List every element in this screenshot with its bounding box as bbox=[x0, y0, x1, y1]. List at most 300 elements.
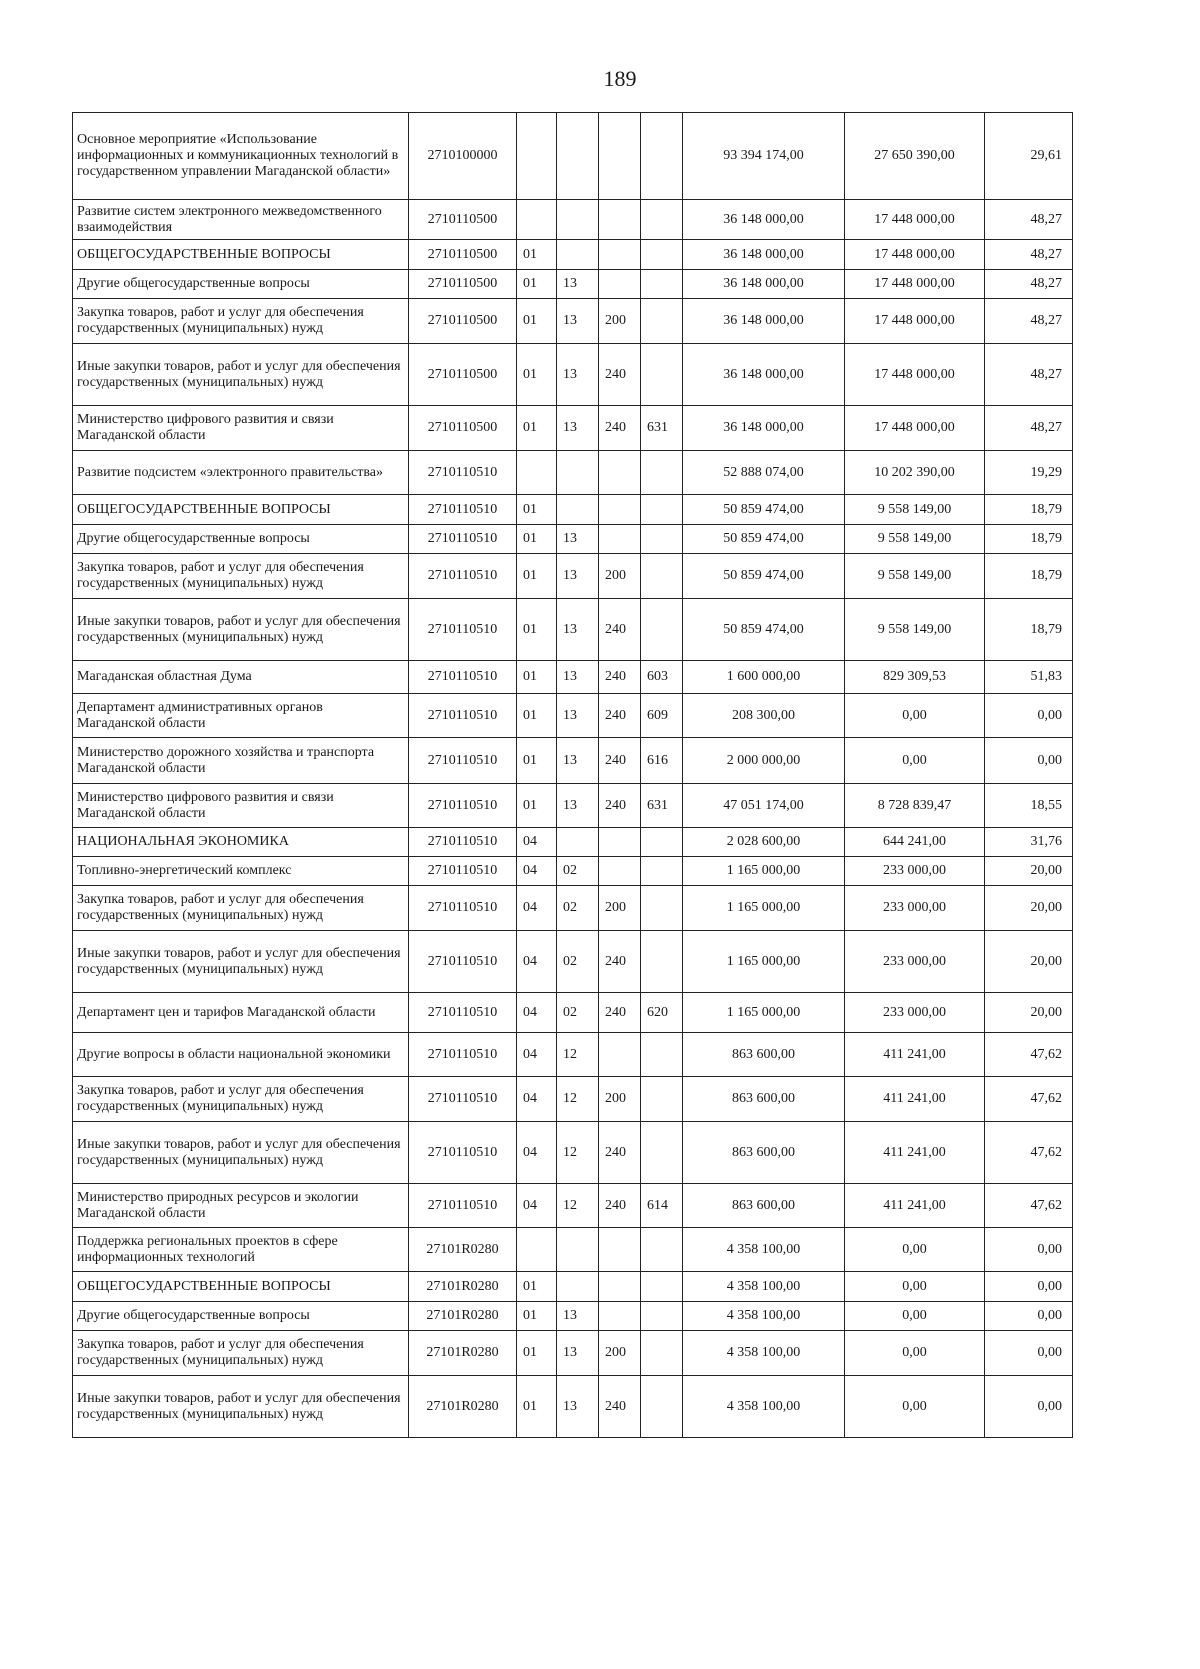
administrator-code bbox=[641, 828, 683, 857]
executed-amount: 0,00 bbox=[845, 1302, 985, 1331]
row-name: Закупка товаров, работ и услуг для обеспечения государственных (муниципальных) нужд bbox=[73, 886, 409, 931]
target-code: 2710110510 bbox=[409, 451, 517, 495]
section-code: 01 bbox=[517, 1302, 557, 1331]
row-name: НАЦИОНАЛЬНАЯ ЭКОНОМИКА bbox=[73, 828, 409, 857]
row-name: Иные закупки товаров, работ и услуг для обеспечения государственных (муниципальных) нужд bbox=[73, 344, 409, 406]
planned-amount: 863 600,00 bbox=[683, 1184, 845, 1228]
planned-amount: 47 051 174,00 bbox=[683, 784, 845, 828]
expense-type-code bbox=[599, 1228, 641, 1272]
planned-amount: 4 358 100,00 bbox=[683, 1272, 845, 1302]
executed-amount: 9 558 149,00 bbox=[845, 554, 985, 599]
subsection-code: 13 bbox=[557, 694, 599, 738]
subsection-code bbox=[557, 451, 599, 495]
subsection-code: 13 bbox=[557, 344, 599, 406]
subsection-code bbox=[557, 113, 599, 200]
target-code: 2710110510 bbox=[409, 857, 517, 886]
section-code: 04 bbox=[517, 1122, 557, 1184]
section-code bbox=[517, 200, 557, 240]
administrator-code bbox=[641, 451, 683, 495]
executed-amount: 829 309,53 bbox=[845, 661, 985, 694]
executed-amount: 17 448 000,00 bbox=[845, 270, 985, 299]
section-code: 01 bbox=[517, 661, 557, 694]
section-code: 01 bbox=[517, 270, 557, 299]
administrator-code bbox=[641, 1302, 683, 1331]
expense-type-code: 240 bbox=[599, 599, 641, 661]
expense-type-code: 240 bbox=[599, 993, 641, 1033]
table-row bbox=[73, 1184, 1073, 1228]
section-code bbox=[517, 113, 557, 200]
target-code: 2710110510 bbox=[409, 1184, 517, 1228]
subsection-code bbox=[557, 495, 599, 525]
subsection-code bbox=[557, 828, 599, 857]
table-row bbox=[73, 1122, 1073, 1184]
subsection-code: 13 bbox=[557, 554, 599, 599]
expense-type-code: 240 bbox=[599, 694, 641, 738]
row-name: Другие общегосударственные вопросы bbox=[73, 525, 409, 554]
table-row bbox=[73, 738, 1073, 784]
subsection-code bbox=[557, 1272, 599, 1302]
row-name: Закупка товаров, работ и услуг для обеспечения государственных (муниципальных) нужд bbox=[73, 554, 409, 599]
subsection-code: 12 bbox=[557, 1077, 599, 1122]
target-code: 2710110500 bbox=[409, 344, 517, 406]
target-code: 2710110500 bbox=[409, 299, 517, 344]
table-row bbox=[73, 1331, 1073, 1376]
executed-amount: 233 000,00 bbox=[845, 857, 985, 886]
section-code: 01 bbox=[517, 599, 557, 661]
table-row bbox=[73, 1302, 1073, 1331]
execution-percent: 31,76 bbox=[985, 828, 1073, 857]
expense-type-code: 240 bbox=[599, 1122, 641, 1184]
target-code: 2710110500 bbox=[409, 240, 517, 270]
row-name: Иные закупки товаров, работ и услуг для обеспечения государственных (муниципальных) нужд bbox=[73, 931, 409, 993]
planned-amount: 50 859 474,00 bbox=[683, 554, 845, 599]
executed-amount: 10 202 390,00 bbox=[845, 451, 985, 495]
execution-percent: 48,27 bbox=[985, 344, 1073, 406]
table-row bbox=[73, 694, 1073, 738]
row-name: Иные закупки товаров, работ и услуг для обеспечения государственных (муниципальных) нужд bbox=[73, 599, 409, 661]
administrator-code bbox=[641, 1033, 683, 1077]
section-code: 01 bbox=[517, 554, 557, 599]
table-row bbox=[73, 828, 1073, 857]
execution-percent: 18,55 bbox=[985, 784, 1073, 828]
section-code: 01 bbox=[517, 299, 557, 344]
executed-amount: 0,00 bbox=[845, 694, 985, 738]
subsection-code: 12 bbox=[557, 1033, 599, 1077]
table-row bbox=[73, 1228, 1073, 1272]
target-code: 2710110510 bbox=[409, 1077, 517, 1122]
administrator-code bbox=[641, 599, 683, 661]
target-code: 2710110510 bbox=[409, 1033, 517, 1077]
row-name: ОБЩЕГОСУДАРСТВЕННЫЕ ВОПРОСЫ bbox=[73, 495, 409, 525]
table-row bbox=[73, 240, 1073, 270]
planned-amount: 36 148 000,00 bbox=[683, 270, 845, 299]
execution-percent: 19,29 bbox=[985, 451, 1073, 495]
planned-amount: 36 148 000,00 bbox=[683, 344, 845, 406]
row-name: ОБЩЕГОСУДАРСТВЕННЫЕ ВОПРОСЫ bbox=[73, 240, 409, 270]
executed-amount: 9 558 149,00 bbox=[845, 599, 985, 661]
page-number: 189 bbox=[603, 66, 637, 91]
subsection-code: 13 bbox=[557, 738, 599, 784]
expense-type-code bbox=[599, 1272, 641, 1302]
execution-percent: 51,83 bbox=[985, 661, 1073, 694]
target-code: 2710110500 bbox=[409, 200, 517, 240]
expense-type-code: 240 bbox=[599, 738, 641, 784]
planned-amount: 4 358 100,00 bbox=[683, 1302, 845, 1331]
section-code: 01 bbox=[517, 784, 557, 828]
table-row bbox=[73, 554, 1073, 599]
planned-amount: 2 000 000,00 bbox=[683, 738, 845, 784]
expense-type-code: 240 bbox=[599, 931, 641, 993]
row-name: Министерство цифрового развития и связи Магаданской области bbox=[73, 784, 409, 828]
table-row bbox=[73, 993, 1073, 1033]
target-code: 2710110510 bbox=[409, 1122, 517, 1184]
section-code: 04 bbox=[517, 1184, 557, 1228]
target-code: 2710110510 bbox=[409, 738, 517, 784]
executed-amount: 411 241,00 bbox=[845, 1077, 985, 1122]
execution-percent: 0,00 bbox=[985, 1376, 1073, 1438]
section-code: 01 bbox=[517, 240, 557, 270]
execution-percent: 47,62 bbox=[985, 1077, 1073, 1122]
subsection-code: 13 bbox=[557, 661, 599, 694]
planned-amount: 36 148 000,00 bbox=[683, 240, 845, 270]
row-name: Основное мероприятие «Использование информационных и коммуникационных технологий в государственном управлении Магаданской области» bbox=[73, 113, 409, 200]
planned-amount: 36 148 000,00 bbox=[683, 200, 845, 240]
section-code: 01 bbox=[517, 1376, 557, 1438]
administrator-code bbox=[641, 1331, 683, 1376]
administrator-code bbox=[641, 240, 683, 270]
executed-amount: 0,00 bbox=[845, 1272, 985, 1302]
planned-amount: 4 358 100,00 bbox=[683, 1228, 845, 1272]
administrator-code bbox=[641, 270, 683, 299]
planned-amount: 863 600,00 bbox=[683, 1077, 845, 1122]
subsection-code: 13 bbox=[557, 525, 599, 554]
table-row bbox=[73, 299, 1073, 344]
administrator-code bbox=[641, 1122, 683, 1184]
section-code: 04 bbox=[517, 993, 557, 1033]
row-name: Иные закупки товаров, работ и услуг для обеспечения государственных (муниципальных) нужд bbox=[73, 1376, 409, 1438]
administrator-code: 631 bbox=[641, 784, 683, 828]
executed-amount: 17 448 000,00 bbox=[845, 299, 985, 344]
table-row bbox=[73, 1033, 1073, 1077]
subsection-code bbox=[557, 240, 599, 270]
subsection-code: 13 bbox=[557, 299, 599, 344]
target-code: 27101R0280 bbox=[409, 1302, 517, 1331]
planned-amount: 1 165 000,00 bbox=[683, 931, 845, 993]
administrator-code bbox=[641, 495, 683, 525]
section-code: 01 bbox=[517, 1272, 557, 1302]
target-code: 2710110510 bbox=[409, 599, 517, 661]
executed-amount: 233 000,00 bbox=[845, 993, 985, 1033]
target-code: 27101R0280 bbox=[409, 1228, 517, 1272]
row-name: Департамент цен и тарифов Магаданской области bbox=[73, 993, 409, 1033]
section-code: 01 bbox=[517, 344, 557, 406]
administrator-code bbox=[641, 857, 683, 886]
table-row bbox=[73, 1077, 1073, 1122]
expense-type-code: 240 bbox=[599, 784, 641, 828]
expense-type-code bbox=[599, 828, 641, 857]
planned-amount: 1 165 000,00 bbox=[683, 993, 845, 1033]
target-code: 2710110510 bbox=[409, 784, 517, 828]
table-row bbox=[73, 784, 1073, 828]
table-row bbox=[73, 525, 1073, 554]
planned-amount: 50 859 474,00 bbox=[683, 525, 845, 554]
executed-amount: 644 241,00 bbox=[845, 828, 985, 857]
planned-amount: 863 600,00 bbox=[683, 1033, 845, 1077]
row-name: Иные закупки товаров, работ и услуг для обеспечения государственных (муниципальных) нужд bbox=[73, 1122, 409, 1184]
expense-type-code bbox=[599, 240, 641, 270]
table-row bbox=[73, 1272, 1073, 1302]
subsection-code: 13 bbox=[557, 1331, 599, 1376]
expense-type-code bbox=[599, 270, 641, 299]
expense-type-code bbox=[599, 495, 641, 525]
execution-percent: 48,27 bbox=[985, 200, 1073, 240]
expense-type-code bbox=[599, 451, 641, 495]
execution-percent: 0,00 bbox=[985, 1228, 1073, 1272]
table-row bbox=[73, 344, 1073, 406]
subsection-code: 13 bbox=[557, 1376, 599, 1438]
planned-amount: 36 148 000,00 bbox=[683, 299, 845, 344]
administrator-code bbox=[641, 1272, 683, 1302]
subsection-code: 12 bbox=[557, 1122, 599, 1184]
subsection-code: 13 bbox=[557, 1302, 599, 1331]
target-code: 27101R0280 bbox=[409, 1376, 517, 1438]
administrator-code bbox=[641, 886, 683, 931]
execution-percent: 47,62 bbox=[985, 1033, 1073, 1077]
executed-amount: 27 650 390,00 bbox=[845, 113, 985, 200]
planned-amount: 36 148 000,00 bbox=[683, 406, 845, 451]
execution-percent: 48,27 bbox=[985, 406, 1073, 451]
table-row bbox=[73, 661, 1073, 694]
subsection-code: 02 bbox=[557, 993, 599, 1033]
execution-percent: 48,27 bbox=[985, 240, 1073, 270]
section-code: 04 bbox=[517, 857, 557, 886]
section-code: 01 bbox=[517, 1331, 557, 1376]
row-name: Министерство природных ресурсов и экологии Магаданской области bbox=[73, 1184, 409, 1228]
budget-table bbox=[72, 112, 1073, 1438]
administrator-code: 620 bbox=[641, 993, 683, 1033]
row-name: Развитие подсистем «электронного правительства» bbox=[73, 451, 409, 495]
row-name: Другие вопросы в области национальной экономики bbox=[73, 1033, 409, 1077]
administrator-code bbox=[641, 554, 683, 599]
expense-type-code: 240 bbox=[599, 344, 641, 406]
execution-percent: 18,79 bbox=[985, 495, 1073, 525]
section-code: 01 bbox=[517, 406, 557, 451]
table-row bbox=[73, 495, 1073, 525]
row-name: ОБЩЕГОСУДАРСТВЕННЫЕ ВОПРОСЫ bbox=[73, 1272, 409, 1302]
planned-amount: 1 165 000,00 bbox=[683, 857, 845, 886]
expense-type-code: 240 bbox=[599, 661, 641, 694]
executed-amount: 0,00 bbox=[845, 1331, 985, 1376]
section-code: 04 bbox=[517, 1077, 557, 1122]
expense-type-code: 240 bbox=[599, 406, 641, 451]
target-code: 2710110510 bbox=[409, 554, 517, 599]
executed-amount: 17 448 000,00 bbox=[845, 344, 985, 406]
expense-type-code: 200 bbox=[599, 299, 641, 344]
administrator-code bbox=[641, 525, 683, 554]
administrator-code: 631 bbox=[641, 406, 683, 451]
row-name: Министерство дорожного хозяйства и транспорта Магаданской области bbox=[73, 738, 409, 784]
table-row bbox=[73, 451, 1073, 495]
execution-percent: 47,62 bbox=[985, 1184, 1073, 1228]
administrator-code bbox=[641, 200, 683, 240]
table-row bbox=[73, 886, 1073, 931]
target-code: 2710110510 bbox=[409, 495, 517, 525]
section-code: 01 bbox=[517, 525, 557, 554]
expense-type-code bbox=[599, 113, 641, 200]
row-name: Магаданская областная Дума bbox=[73, 661, 409, 694]
planned-amount: 863 600,00 bbox=[683, 1122, 845, 1184]
expense-type-code: 240 bbox=[599, 1376, 641, 1438]
target-code: 2710110510 bbox=[409, 694, 517, 738]
execution-percent: 47,62 bbox=[985, 1122, 1073, 1184]
execution-percent: 20,00 bbox=[985, 886, 1073, 931]
planned-amount: 1 165 000,00 bbox=[683, 886, 845, 931]
administrator-code: 614 bbox=[641, 1184, 683, 1228]
planned-amount: 4 358 100,00 bbox=[683, 1331, 845, 1376]
target-code: 2710110500 bbox=[409, 270, 517, 299]
target-code: 2710110510 bbox=[409, 993, 517, 1033]
execution-percent: 0,00 bbox=[985, 1272, 1073, 1302]
table-row bbox=[73, 857, 1073, 886]
table-row bbox=[73, 200, 1073, 240]
planned-amount: 208 300,00 bbox=[683, 694, 845, 738]
expense-type-code bbox=[599, 200, 641, 240]
administrator-code: 616 bbox=[641, 738, 683, 784]
subsection-code: 02 bbox=[557, 857, 599, 886]
section-code: 01 bbox=[517, 738, 557, 784]
target-code: 27101R0280 bbox=[409, 1331, 517, 1376]
section-code: 01 bbox=[517, 694, 557, 738]
execution-percent: 20,00 bbox=[985, 931, 1073, 993]
executed-amount: 233 000,00 bbox=[845, 886, 985, 931]
execution-percent: 20,00 bbox=[985, 993, 1073, 1033]
administrator-code bbox=[641, 344, 683, 406]
execution-percent: 48,27 bbox=[985, 270, 1073, 299]
section-code: 01 bbox=[517, 495, 557, 525]
administrator-code bbox=[641, 1228, 683, 1272]
executed-amount: 411 241,00 bbox=[845, 1184, 985, 1228]
section-code bbox=[517, 1228, 557, 1272]
planned-amount: 1 600 000,00 bbox=[683, 661, 845, 694]
execution-percent: 18,79 bbox=[985, 525, 1073, 554]
row-name: Закупка товаров, работ и услуг для обеспечения государственных (муниципальных) нужд bbox=[73, 299, 409, 344]
planned-amount: 4 358 100,00 bbox=[683, 1376, 845, 1438]
planned-amount: 52 888 074,00 bbox=[683, 451, 845, 495]
execution-percent: 29,61 bbox=[985, 113, 1073, 200]
table-row bbox=[73, 406, 1073, 451]
section-code: 04 bbox=[517, 1033, 557, 1077]
subsection-code: 13 bbox=[557, 406, 599, 451]
execution-percent: 48,27 bbox=[985, 299, 1073, 344]
row-name: Министерство цифрового развития и связи Магаданской области bbox=[73, 406, 409, 451]
subsection-code: 12 bbox=[557, 1184, 599, 1228]
execution-percent: 18,79 bbox=[985, 599, 1073, 661]
executed-amount: 411 241,00 bbox=[845, 1122, 985, 1184]
administrator-code bbox=[641, 113, 683, 200]
execution-percent: 0,00 bbox=[985, 1331, 1073, 1376]
executed-amount: 9 558 149,00 bbox=[845, 495, 985, 525]
expense-type-code bbox=[599, 1033, 641, 1077]
target-code: 27101R0280 bbox=[409, 1272, 517, 1302]
planned-amount: 50 859 474,00 bbox=[683, 495, 845, 525]
executed-amount: 0,00 bbox=[845, 738, 985, 784]
table-row bbox=[73, 1376, 1073, 1438]
executed-amount: 17 448 000,00 bbox=[845, 406, 985, 451]
executed-amount: 8 728 839,47 bbox=[845, 784, 985, 828]
row-name: Топливно-энергетический комплекс bbox=[73, 857, 409, 886]
execution-percent: 20,00 bbox=[985, 857, 1073, 886]
administrator-code bbox=[641, 1077, 683, 1122]
planned-amount: 2 028 600,00 bbox=[683, 828, 845, 857]
row-name: Департамент административных органов Магаданской области bbox=[73, 694, 409, 738]
subsection-code: 02 bbox=[557, 886, 599, 931]
administrator-code bbox=[641, 931, 683, 993]
table-row bbox=[73, 113, 1073, 200]
expense-type-code: 240 bbox=[599, 1184, 641, 1228]
section-code: 04 bbox=[517, 828, 557, 857]
target-code: 2710110510 bbox=[409, 525, 517, 554]
planned-amount: 93 394 174,00 bbox=[683, 113, 845, 200]
target-code: 2710110510 bbox=[409, 931, 517, 993]
executed-amount: 17 448 000,00 bbox=[845, 200, 985, 240]
table-row bbox=[73, 931, 1073, 993]
expense-type-code bbox=[599, 1302, 641, 1331]
row-name: Другие общегосударственные вопросы bbox=[73, 270, 409, 299]
expense-type-code bbox=[599, 857, 641, 886]
table-row bbox=[73, 599, 1073, 661]
subsection-code: 13 bbox=[557, 270, 599, 299]
table-row bbox=[73, 270, 1073, 299]
row-name: Закупка товаров, работ и услуг для обеспечения государственных (муниципальных) нужд bbox=[73, 1331, 409, 1376]
target-code: 2710110510 bbox=[409, 886, 517, 931]
row-name: Закупка товаров, работ и услуг для обеспечения государственных (муниципальных) нужд bbox=[73, 1077, 409, 1122]
planned-amount: 50 859 474,00 bbox=[683, 599, 845, 661]
expense-type-code: 200 bbox=[599, 886, 641, 931]
executed-amount: 411 241,00 bbox=[845, 1033, 985, 1077]
subsection-code bbox=[557, 1228, 599, 1272]
administrator-code: 609 bbox=[641, 694, 683, 738]
administrator-code: 603 bbox=[641, 661, 683, 694]
execution-percent: 18,79 bbox=[985, 554, 1073, 599]
executed-amount: 17 448 000,00 bbox=[845, 240, 985, 270]
row-name: Другие общегосударственные вопросы bbox=[73, 1302, 409, 1331]
target-code: 2710100000 bbox=[409, 113, 517, 200]
execution-percent: 0,00 bbox=[985, 1302, 1073, 1331]
executed-amount: 9 558 149,00 bbox=[845, 525, 985, 554]
executed-amount: 0,00 bbox=[845, 1228, 985, 1272]
administrator-code bbox=[641, 1376, 683, 1438]
administrator-code bbox=[641, 299, 683, 344]
expense-type-code: 200 bbox=[599, 1331, 641, 1376]
executed-amount: 0,00 bbox=[845, 1376, 985, 1438]
subsection-code: 02 bbox=[557, 931, 599, 993]
execution-percent: 0,00 bbox=[985, 738, 1073, 784]
subsection-code: 13 bbox=[557, 784, 599, 828]
row-name: Поддержка региональных проектов в сфере информационных технологий bbox=[73, 1228, 409, 1272]
executed-amount: 233 000,00 bbox=[845, 931, 985, 993]
expense-type-code bbox=[599, 525, 641, 554]
expense-type-code: 200 bbox=[599, 554, 641, 599]
section-code: 04 bbox=[517, 886, 557, 931]
target-code: 2710110500 bbox=[409, 406, 517, 451]
subsection-code bbox=[557, 200, 599, 240]
expense-type-code: 200 bbox=[599, 1077, 641, 1122]
target-code: 2710110510 bbox=[409, 828, 517, 857]
table-body bbox=[73, 113, 1073, 1438]
execution-percent: 0,00 bbox=[985, 694, 1073, 738]
section-code bbox=[517, 451, 557, 495]
section-code: 04 bbox=[517, 931, 557, 993]
